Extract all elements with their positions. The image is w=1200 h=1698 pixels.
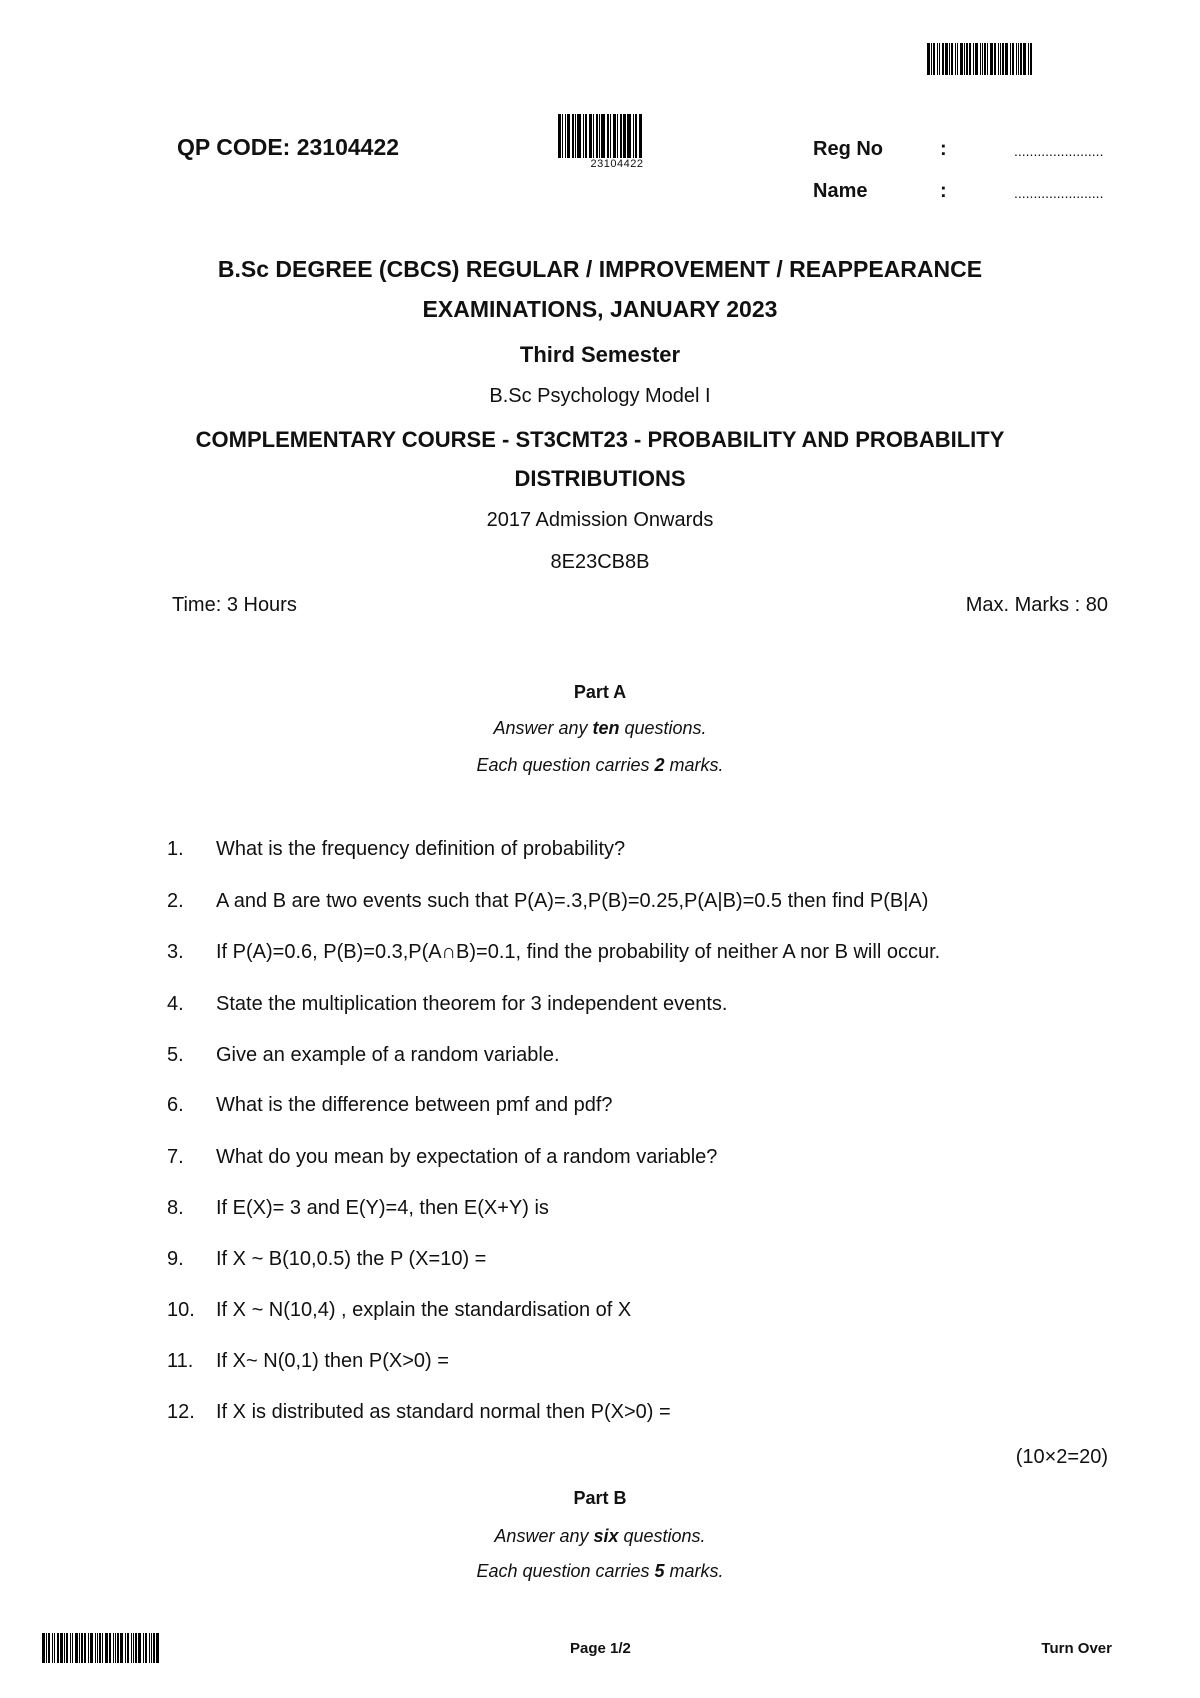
question-text: If P(A)=0.6, P(B)=0.3,P(A∩B)=0.1, find the probability of neither A nor B will occur. [216, 941, 941, 963]
barcode-bar [957, 43, 958, 75]
bottom-left-barcode [42, 1633, 161, 1663]
barcode-bar [95, 1633, 96, 1663]
barcode-bar [149, 1633, 150, 1663]
barcode-bar [99, 1633, 101, 1663]
name-colon: : [940, 180, 947, 202]
barcode-bar [1030, 43, 1032, 75]
question-text: A and B are two events such that P(A)=.3,P(B)=0.25,P(A|B)=0.5 then find P(B|A) [216, 890, 929, 912]
barcode-bar [57, 1633, 59, 1663]
barcode-bar [117, 1633, 119, 1663]
instr-text: Each question carries [476, 755, 655, 775]
barcode-bar [575, 114, 576, 158]
instr-text: questions. [619, 718, 707, 738]
barcode-bar [153, 1633, 155, 1663]
barcode-bar [984, 43, 986, 75]
question-text: If E(X)= 3 and E(Y)=4, then E(X+Y) is [216, 1197, 549, 1219]
barcode-bar [52, 1633, 53, 1663]
barcode-bar [565, 114, 566, 158]
part-b-instruction-1 [0, 1526, 1200, 1547]
barcode-bar [72, 1633, 73, 1663]
course-line1: COMPLEMENTARY COURSE - ST3CMT23 - PROBABILITY AND PROBABILITY [195, 427, 1005, 452]
instr-marks: 5 [654, 1561, 665, 1581]
barcode-bar [60, 1633, 63, 1663]
barcode-bar [577, 114, 581, 158]
barcode-bar [937, 43, 938, 75]
barcode-bar [70, 1633, 71, 1663]
question-text: What is the difference between pmf and pdf? [216, 1094, 613, 1116]
barcode-bar [949, 43, 950, 75]
barcode-bar [81, 1633, 83, 1663]
part-a-instruction-1 [0, 718, 1200, 739]
instr-text: marks. [664, 1561, 724, 1581]
question-number: 6. [167, 1094, 184, 1116]
barcode-bar [88, 1633, 89, 1663]
question-item [167, 1094, 613, 1117]
instr-text: questions. [618, 1526, 706, 1546]
reg-no-blank[interactable]: ....................... [1014, 143, 1104, 159]
barcode-bar [990, 43, 993, 75]
barcode-bar [623, 114, 626, 158]
barcode-bar [610, 114, 611, 158]
part-a-total: (10×2=20) [1015, 1446, 1108, 1468]
barcode-bar [54, 1633, 55, 1663]
barcode-bar [635, 114, 637, 158]
barcode-bar [120, 1633, 123, 1663]
question-number: 9. [167, 1248, 184, 1270]
name-blank[interactable]: ....................... [1014, 185, 1104, 201]
barcode-bar [97, 1633, 98, 1663]
instr-marks: 2 [654, 755, 665, 775]
question-number: 8. [167, 1197, 184, 1219]
barcode-bar [567, 114, 570, 158]
barcode-bar [945, 43, 948, 75]
reg-no-colon: : [940, 138, 947, 160]
barcode-number: 23104422 [590, 158, 644, 170]
question-item [167, 1299, 631, 1322]
part-a-heading: Part A [573, 682, 627, 702]
barcode-bar [562, 114, 563, 158]
barcode-bar [1023, 43, 1026, 75]
barcode-bar [955, 43, 956, 75]
question-text: If X~ N(0,1) then P(X>0) = [216, 1350, 449, 1372]
barcode-bar [966, 43, 968, 75]
barcode-bar [42, 1633, 45, 1663]
question-number: 3. [167, 941, 184, 963]
barcode-bar [113, 1633, 114, 1663]
question-text: What is the frequency definition of probability? [216, 838, 626, 860]
instr-text: Answer any [493, 718, 593, 738]
barcode-bar [109, 1633, 111, 1663]
question-item [167, 941, 940, 964]
barcode-bar [64, 1633, 65, 1663]
barcode-bar [1005, 43, 1008, 75]
question-text: What do you mean by expectation of a random variable? [216, 1146, 718, 1168]
barcode-bar [151, 1633, 152, 1663]
barcode-bar [1016, 43, 1017, 75]
question-text: State the multiplication theorem for 3 independent events. [216, 993, 728, 1015]
barcode-bar [933, 43, 935, 75]
barcode-bar [927, 43, 930, 75]
qp-code: QP CODE: 23104422 [177, 134, 400, 160]
barcode-bar [639, 114, 642, 158]
barcode-bar [1000, 43, 1001, 75]
page-number: Page 1/2 [570, 1640, 631, 1657]
barcode-bar [601, 114, 605, 158]
question-number: 2. [167, 890, 184, 912]
barcode-bar [572, 114, 574, 158]
question-item [167, 1248, 486, 1271]
barcode-bar [973, 43, 974, 75]
barcode-bar [156, 1633, 159, 1663]
barcode-bar [960, 43, 963, 75]
barcode-bar [1020, 43, 1022, 75]
question-number: 4. [167, 993, 184, 1015]
barcode-bar [90, 1633, 93, 1663]
question-text: If X ~ B(10,0.5) the P (X=10) = [216, 1248, 487, 1270]
question-item [167, 1350, 449, 1373]
question-text: Give an example of a random variable. [216, 1044, 560, 1066]
question-item [167, 838, 625, 861]
question-item [167, 1197, 549, 1220]
barcode-bar [75, 1633, 78, 1663]
question-item [167, 1044, 560, 1067]
barcode-bar [620, 114, 622, 158]
qp-barcode [558, 114, 676, 170]
barcode-bar [599, 114, 600, 158]
barcode-bar [105, 1633, 108, 1663]
barcode-bar [125, 1633, 126, 1663]
question-item [167, 993, 727, 1016]
barcode-bar [66, 1633, 68, 1663]
barcode-bar [138, 1633, 141, 1663]
instr-text: marks. [664, 755, 724, 775]
part-b-heading: Part B [573, 1488, 627, 1508]
name-label: Name [813, 180, 868, 202]
barcode-bar [46, 1633, 47, 1663]
instr-text: Each question carries [476, 1561, 655, 1581]
question-number: 1. [167, 838, 184, 860]
question-number: 12. [167, 1401, 195, 1423]
barcode-bar [607, 114, 609, 158]
barcode-bar [79, 1633, 80, 1663]
max-marks: Max. Marks : 80 [965, 594, 1108, 616]
barcode-bar [980, 43, 981, 75]
barcode-bar [969, 43, 971, 75]
barcode-bar [931, 43, 932, 75]
barcode-bar [596, 114, 598, 158]
barcode-bar [627, 114, 631, 158]
barcode-bar [1010, 43, 1011, 75]
course-line2: DISTRIBUTIONS [514, 466, 686, 491]
barcode-bar [558, 114, 561, 158]
barcode-bar [613, 114, 616, 158]
instr-count: six [593, 1526, 619, 1546]
part-a-instruction-2 [0, 755, 1200, 776]
instr-count: ten [592, 718, 620, 738]
question-item [167, 1401, 671, 1424]
barcode-bar [589, 114, 592, 158]
barcode-bar [143, 1633, 144, 1663]
question-number: 7. [167, 1146, 184, 1168]
barcode-bar [583, 114, 584, 158]
barcode-bar [964, 43, 965, 75]
barcode-bar [1028, 43, 1029, 75]
part-b-instruction-2 [0, 1561, 1200, 1582]
barcode-bar [133, 1633, 134, 1663]
barcode-bar [127, 1633, 129, 1663]
top-right-barcode [927, 43, 1034, 75]
barcode-bar [633, 114, 634, 158]
barcode-bar [1012, 43, 1014, 75]
barcode-bar [987, 43, 988, 75]
barcode-bar [102, 1633, 103, 1663]
question-item [167, 1146, 717, 1169]
barcode-bar [617, 114, 618, 158]
time-duration: Time: 3 Hours [172, 594, 297, 616]
question-text: If X is distributed as standard normal then P(X>0) = [216, 1401, 671, 1423]
question-number: 5. [167, 1044, 184, 1066]
barcode-bar [975, 43, 978, 75]
barcode-bar [48, 1633, 50, 1663]
barcode-bar [939, 43, 940, 75]
barcode-bar [84, 1633, 86, 1663]
instr-text: Answer any [494, 1526, 594, 1546]
question-item [167, 890, 928, 913]
programme: B.Sc Psychology Model I [489, 385, 711, 407]
turn-over: Turn Over [1041, 1640, 1112, 1657]
admission: 2017 Admission Onwards [486, 509, 714, 531]
barcode-bar [593, 114, 594, 158]
exam-title-line2: EXAMINATIONS, JANUARY 2023 [422, 296, 778, 322]
barcode-bar [115, 1633, 116, 1663]
barcode-bar [1018, 43, 1019, 75]
barcode-bar [951, 43, 953, 75]
question-number: 11. [167, 1350, 194, 1372]
barcode-bar [982, 43, 983, 75]
barcode-bar [994, 43, 996, 75]
semester: Third Semester [519, 342, 681, 367]
reg-no-label: Reg No [813, 138, 883, 160]
question-number: 10. [167, 1299, 195, 1321]
barcode-bar [998, 43, 999, 75]
barcode-bar [1002, 43, 1004, 75]
barcode-bar [942, 43, 944, 75]
barcode-bar [145, 1633, 147, 1663]
barcode-bar [585, 114, 587, 158]
barcode-bar [131, 1633, 132, 1663]
paper-code: 8E23CB8B [550, 551, 650, 573]
exam-title-line1: B.Sc DEGREE (CBCS) REGULAR / IMPROVEMENT / REAPPEARANCE [217, 256, 983, 282]
barcode-bar [135, 1633, 137, 1663]
question-text: If X ~ N(10,4) , explain the standardisation of X [216, 1299, 632, 1321]
